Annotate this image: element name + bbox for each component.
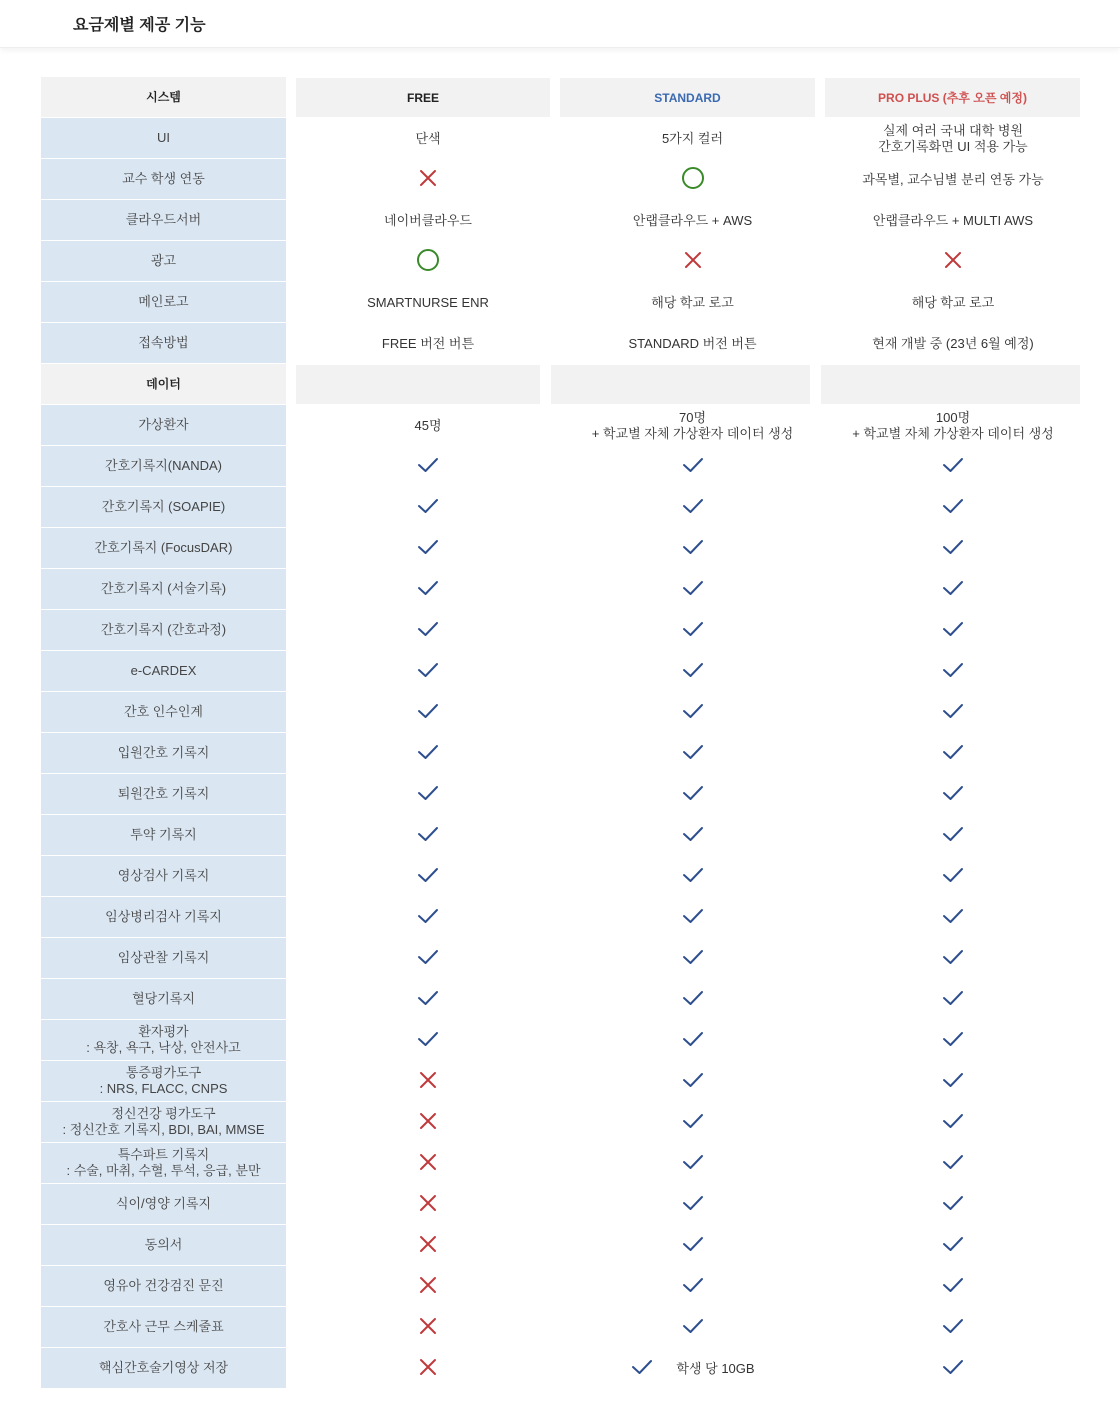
cell-text: 광고 [150, 253, 177, 268]
cell-free [296, 979, 560, 1020]
section-empty-pro [821, 365, 1080, 404]
cell-pro [825, 405, 1081, 446]
table-row [41, 938, 1081, 979]
cell-standard [560, 241, 825, 282]
cell-text: 단색 [415, 130, 441, 146]
table-row [41, 692, 1081, 733]
cell-text: 해당 학교 로고 [651, 294, 734, 310]
cell-pro [825, 528, 1081, 569]
check-icon [416, 494, 440, 522]
cell-free [296, 118, 560, 159]
table-row [41, 118, 1081, 159]
check-icon [941, 617, 965, 645]
plan-header-pro-plus: PRO PLUS (추후 오픈 예정) [825, 78, 1080, 117]
cell-standard [560, 1184, 825, 1225]
cell-text: SMARTNURSE ENR [367, 294, 489, 310]
cell-free [296, 1102, 560, 1143]
cell-free [296, 733, 560, 774]
cell-text: 간호기록지 (SOAPIE) [101, 499, 226, 514]
check-icon [941, 658, 965, 686]
cell-pro [825, 692, 1081, 733]
check-icon [941, 904, 965, 932]
table-row [41, 446, 1081, 487]
cell-standard [560, 1102, 825, 1143]
cell-text: 접속방법 [138, 335, 189, 350]
cell-free [296, 938, 560, 979]
check-icon [681, 904, 705, 932]
row-label [41, 405, 286, 446]
check-icon [681, 658, 705, 686]
cell-free [296, 282, 560, 323]
cell-free [296, 405, 560, 446]
check-icon [941, 494, 965, 522]
cell-text: 입원간호 기록지 [117, 745, 210, 760]
system-rows [41, 118, 1081, 364]
cell-text: 핵심간호술기영상 저장 [98, 1360, 229, 1375]
circle-icon [681, 166, 705, 194]
table-row [41, 528, 1081, 569]
cell-text: 식이/영양 기록지 [115, 1196, 212, 1211]
cell-free [296, 692, 560, 733]
check-icon [416, 904, 440, 932]
cell-text: 간호 인수인계 [124, 704, 203, 719]
cell-standard [560, 815, 825, 856]
cell-standard [560, 938, 825, 979]
cell-pro [825, 1143, 1081, 1184]
cell-pro [825, 118, 1081, 159]
cell-text: 교수 학생 연동 [122, 171, 205, 186]
row-label [41, 487, 286, 528]
check-icon [941, 576, 965, 604]
check-icon [681, 781, 705, 809]
cell-pro [825, 1307, 1081, 1348]
check-icon [416, 945, 440, 973]
cross-icon [416, 1150, 440, 1178]
cell-pro [825, 323, 1081, 364]
check-icon [416, 699, 440, 727]
row-label [41, 569, 286, 610]
cell-pro [825, 979, 1081, 1020]
row-label [41, 323, 286, 364]
cell-standard [560, 200, 825, 241]
cell-pro [825, 1225, 1081, 1266]
cell-free [296, 774, 560, 815]
row-label [41, 1143, 286, 1184]
cell-free [296, 1225, 560, 1266]
cell-text: 간호사 근무 스케줄표 [103, 1319, 224, 1334]
cross-icon [416, 1191, 440, 1219]
cell-standard [560, 733, 825, 774]
check-icon [941, 453, 965, 481]
cell-standard [560, 610, 825, 651]
row-label [41, 1307, 286, 1348]
cell-pro [825, 1061, 1081, 1102]
row-label [41, 118, 286, 159]
check-icon [941, 1314, 965, 1342]
section-label-data: 데이터 [41, 364, 286, 405]
check-icon [941, 986, 965, 1014]
cell-pro [825, 1266, 1081, 1307]
table-row [41, 405, 1081, 446]
cell-standard [560, 282, 825, 323]
check-icon [941, 1150, 965, 1178]
table-header-row [41, 77, 1081, 118]
cell-free [296, 610, 560, 651]
check-icon [681, 1273, 705, 1301]
check-icon [416, 863, 440, 891]
cell-free [296, 815, 560, 856]
cell-text: 현재 개발 중 (23년 6월 예정) [872, 335, 1034, 351]
cell-text: 70명 + 학교별 자체 가상환자 데이터 생성 [591, 409, 794, 441]
cell-free [296, 241, 560, 282]
check-icon [681, 494, 705, 522]
cell-standard [560, 528, 825, 569]
check-icon [941, 740, 965, 768]
cell-text: STANDARD 버전 버튼 [628, 335, 757, 351]
check-icon [941, 1068, 965, 1096]
cell-text: 간호기록지(NANDA) [105, 458, 222, 473]
row-label [41, 733, 286, 774]
check-icon [941, 1109, 965, 1137]
page-title: 요금제별 제공 기능 [73, 17, 206, 34]
cell-pro [825, 241, 1081, 282]
check-icon [681, 1109, 705, 1137]
table-row [41, 1266, 1081, 1307]
cell-text: 정신건강 평가도구 : 정신간호 기록지, BDI, BAI, MMSE [62, 1106, 265, 1137]
check-icon [681, 1068, 705, 1096]
cell-standard [560, 1225, 825, 1266]
cell-text: 간호기록지 (서술기록) [100, 581, 227, 596]
table-row [41, 1184, 1081, 1225]
check-icon [941, 945, 965, 973]
cell-free [296, 1143, 560, 1184]
table-row [41, 815, 1081, 856]
cell-text: 통증평가도구 : NRS, FLACC, CNPS [99, 1065, 228, 1096]
row-label [41, 528, 286, 569]
row-label [41, 1102, 286, 1143]
check-icon [681, 535, 705, 563]
cell-pro [825, 282, 1081, 323]
cell-free [296, 897, 560, 938]
row-label [41, 159, 286, 200]
cell-standard [560, 774, 825, 815]
data-rows [41, 405, 1081, 1389]
cell-free [296, 200, 560, 241]
row-label [41, 815, 286, 856]
table-row [41, 856, 1081, 897]
table-row [41, 1102, 1081, 1143]
cell-text: 과목별, 교수님별 분리 연동 가능 [862, 171, 1044, 187]
cross-icon [416, 1109, 440, 1137]
table-row [41, 1143, 1081, 1184]
cell-pro [825, 446, 1081, 487]
table-row [41, 610, 1081, 651]
check-icon [416, 781, 440, 809]
section-empty-free [296, 365, 540, 404]
cell-free [296, 1020, 560, 1061]
cell-text: 임상관찰 기록지 [117, 950, 210, 965]
plan-header-standard: STANDARD [560, 78, 815, 117]
cross-icon [416, 1068, 440, 1096]
check-icon [941, 781, 965, 809]
cell-text: FREE 버전 버튼 [381, 335, 475, 351]
table-row [41, 774, 1081, 815]
table-row [41, 897, 1081, 938]
cell-pro [825, 774, 1081, 815]
cell-text: 메인로고 [138, 294, 189, 309]
cell-text: 특수파트 기록지 : 수술, 마취, 수혈, 투석, 응급, 분만 [66, 1147, 261, 1178]
check-icon [416, 617, 440, 645]
cell-pro [825, 159, 1081, 200]
section-row-data [41, 364, 1081, 405]
cell-free [296, 1184, 560, 1225]
cell-pro [825, 733, 1081, 774]
cell-text: 100명 + 학교별 자체 가상환자 데이터 생성 [852, 409, 1054, 441]
check-icon [416, 1027, 440, 1055]
check-icon [416, 576, 440, 604]
cell-pro [825, 856, 1081, 897]
cell-pro [825, 1184, 1081, 1225]
top-bar [0, 0, 1120, 48]
check-icon [416, 453, 440, 481]
table-row [41, 1307, 1081, 1348]
section-empty-standard [551, 365, 810, 404]
cell-free [296, 159, 560, 200]
cross-icon [681, 248, 705, 276]
check-icon [681, 576, 705, 604]
check-icon [941, 1273, 965, 1301]
check-with-note [630, 1355, 754, 1383]
cell-text: 네이버클라우드 [384, 212, 472, 228]
row-label [41, 692, 286, 733]
cell-free [296, 1348, 560, 1389]
cross-icon [416, 166, 440, 194]
cell-text: 임상병리검사 기록지 [105, 909, 222, 924]
check-icon [681, 453, 705, 481]
check-icon [681, 699, 705, 727]
cell-standard [560, 897, 825, 938]
row-label [41, 1266, 286, 1307]
table-row [41, 323, 1081, 364]
check-icon [681, 822, 705, 850]
cell-free [296, 528, 560, 569]
cell-text: 투약 기록지 [130, 827, 197, 842]
cell-free [296, 569, 560, 610]
table-row [41, 651, 1081, 692]
cell-pro [825, 200, 1081, 241]
header-label-system: 시스템 [41, 77, 286, 118]
row-label [41, 1020, 286, 1061]
plan-header-free: FREE [296, 78, 550, 117]
row-label [41, 200, 286, 241]
row-label [41, 1225, 286, 1266]
cell-pro [825, 938, 1081, 979]
cell-standard [560, 1348, 825, 1389]
cell-free [296, 856, 560, 897]
cell-text: 혈당기록지 [132, 991, 195, 1006]
cell-pro [825, 487, 1081, 528]
cell-pro [825, 1020, 1081, 1061]
check-icon [416, 986, 440, 1014]
check-icon [681, 1314, 705, 1342]
check-icon [681, 945, 705, 973]
check-icon [941, 699, 965, 727]
cell-text: 가상환자 [138, 417, 189, 432]
row-label [41, 1184, 286, 1225]
cell-standard [560, 1143, 825, 1184]
row-label [41, 774, 286, 815]
table-row [41, 487, 1081, 528]
cell-text: 해당 학교 로고 [911, 294, 995, 310]
cell-text: 간호기록지 (FocusDAR) [94, 540, 233, 555]
cell-free [296, 487, 560, 528]
row-label [41, 979, 286, 1020]
row-label [41, 1061, 286, 1102]
table-row [41, 569, 1081, 610]
table-row [41, 282, 1081, 323]
check-icon [416, 658, 440, 686]
cell-text: 간호기록지 (간호과정) [100, 622, 227, 637]
cell-pro [825, 1102, 1081, 1143]
table-row [41, 1020, 1081, 1061]
row-label [41, 446, 286, 487]
cell-standard [560, 118, 825, 159]
cell-standard [560, 856, 825, 897]
cell-text: 5가지 컬러 [661, 130, 724, 146]
table-row [41, 200, 1081, 241]
check-icon [941, 1027, 965, 1055]
check-icon [941, 1355, 965, 1383]
check-icon [416, 535, 440, 563]
cell-standard [560, 979, 825, 1020]
table-row [41, 979, 1081, 1020]
cell-standard [560, 569, 825, 610]
cell-standard [560, 487, 825, 528]
cell-free [296, 323, 560, 364]
cell-standard [560, 1061, 825, 1102]
cross-icon [416, 1314, 440, 1342]
check-icon [941, 1232, 965, 1260]
cell-text: 동의서 [144, 1237, 183, 1252]
check-icon [681, 1191, 705, 1219]
cell-pro [825, 610, 1081, 651]
cell-pro [825, 651, 1081, 692]
check-icon [416, 740, 440, 768]
table-row [41, 1225, 1081, 1266]
cross-icon [941, 248, 965, 276]
cell-pro [825, 815, 1081, 856]
cell-text: UI [157, 130, 170, 145]
cell-standard [560, 405, 825, 446]
cell-standard [560, 446, 825, 487]
cell-text: 45명 [414, 417, 442, 433]
cell-text: e-CARDEX [130, 663, 197, 678]
table-row [41, 733, 1081, 774]
check-icon [681, 986, 705, 1014]
row-label [41, 610, 286, 651]
cell-text: 안랩클라우드 + MULTI AWS [872, 212, 1034, 228]
row-label [41, 1348, 286, 1389]
row-label [41, 651, 286, 692]
check-icon [941, 863, 965, 891]
row-label [41, 897, 286, 938]
cross-icon [416, 1232, 440, 1260]
cross-icon [416, 1355, 440, 1383]
cell-pro [825, 569, 1081, 610]
cell-text: 안랩클라우드 + AWS [632, 212, 753, 228]
check-icon [681, 1027, 705, 1055]
check-icon [941, 535, 965, 563]
cell-standard [560, 159, 825, 200]
cell-free [296, 1266, 560, 1307]
cell-note: 학생 당 10GB [676, 1360, 755, 1376]
cell-free [296, 1307, 560, 1348]
check-icon [681, 863, 705, 891]
check-icon [681, 740, 705, 768]
cell-pro [825, 897, 1081, 938]
cell-text: 실제 여러 국내 대학 병원 간호기록화면 UI 적용 가능 [878, 122, 1028, 154]
cross-icon [416, 1273, 440, 1301]
cell-standard [560, 1307, 825, 1348]
cell-text: 영유아 건강검진 문진 [103, 1278, 224, 1293]
cell-standard [560, 651, 825, 692]
cell-standard [560, 1020, 825, 1061]
row-label [41, 856, 286, 897]
check-icon [630, 1355, 654, 1383]
table-row [41, 241, 1081, 282]
table-row [41, 1061, 1081, 1102]
cell-text: 클라우드서버 [125, 212, 202, 227]
cell-standard [560, 692, 825, 733]
cell-pro [825, 1348, 1081, 1389]
row-label [41, 938, 286, 979]
cell-free [296, 651, 560, 692]
cell-free [296, 1061, 560, 1102]
cell-text: 영상검사 기록지 [117, 868, 210, 883]
row-label [41, 241, 286, 282]
table-row [41, 159, 1081, 200]
cell-standard [560, 1266, 825, 1307]
check-icon [681, 1232, 705, 1260]
cell-free [296, 446, 560, 487]
circle-icon [416, 248, 440, 276]
check-icon [681, 617, 705, 645]
table-row [41, 1348, 1081, 1389]
row-label [41, 282, 286, 323]
check-icon [681, 1150, 705, 1178]
check-icon [941, 822, 965, 850]
check-icon [941, 1191, 965, 1219]
pricing-comparison-table [41, 77, 1081, 1389]
cell-text: 환자평가 : 욕창, 욕구, 낙상, 안전사고 [86, 1024, 241, 1055]
check-icon [416, 822, 440, 850]
cell-standard [560, 323, 825, 364]
cell-text: 퇴원간호 기록지 [117, 786, 210, 801]
